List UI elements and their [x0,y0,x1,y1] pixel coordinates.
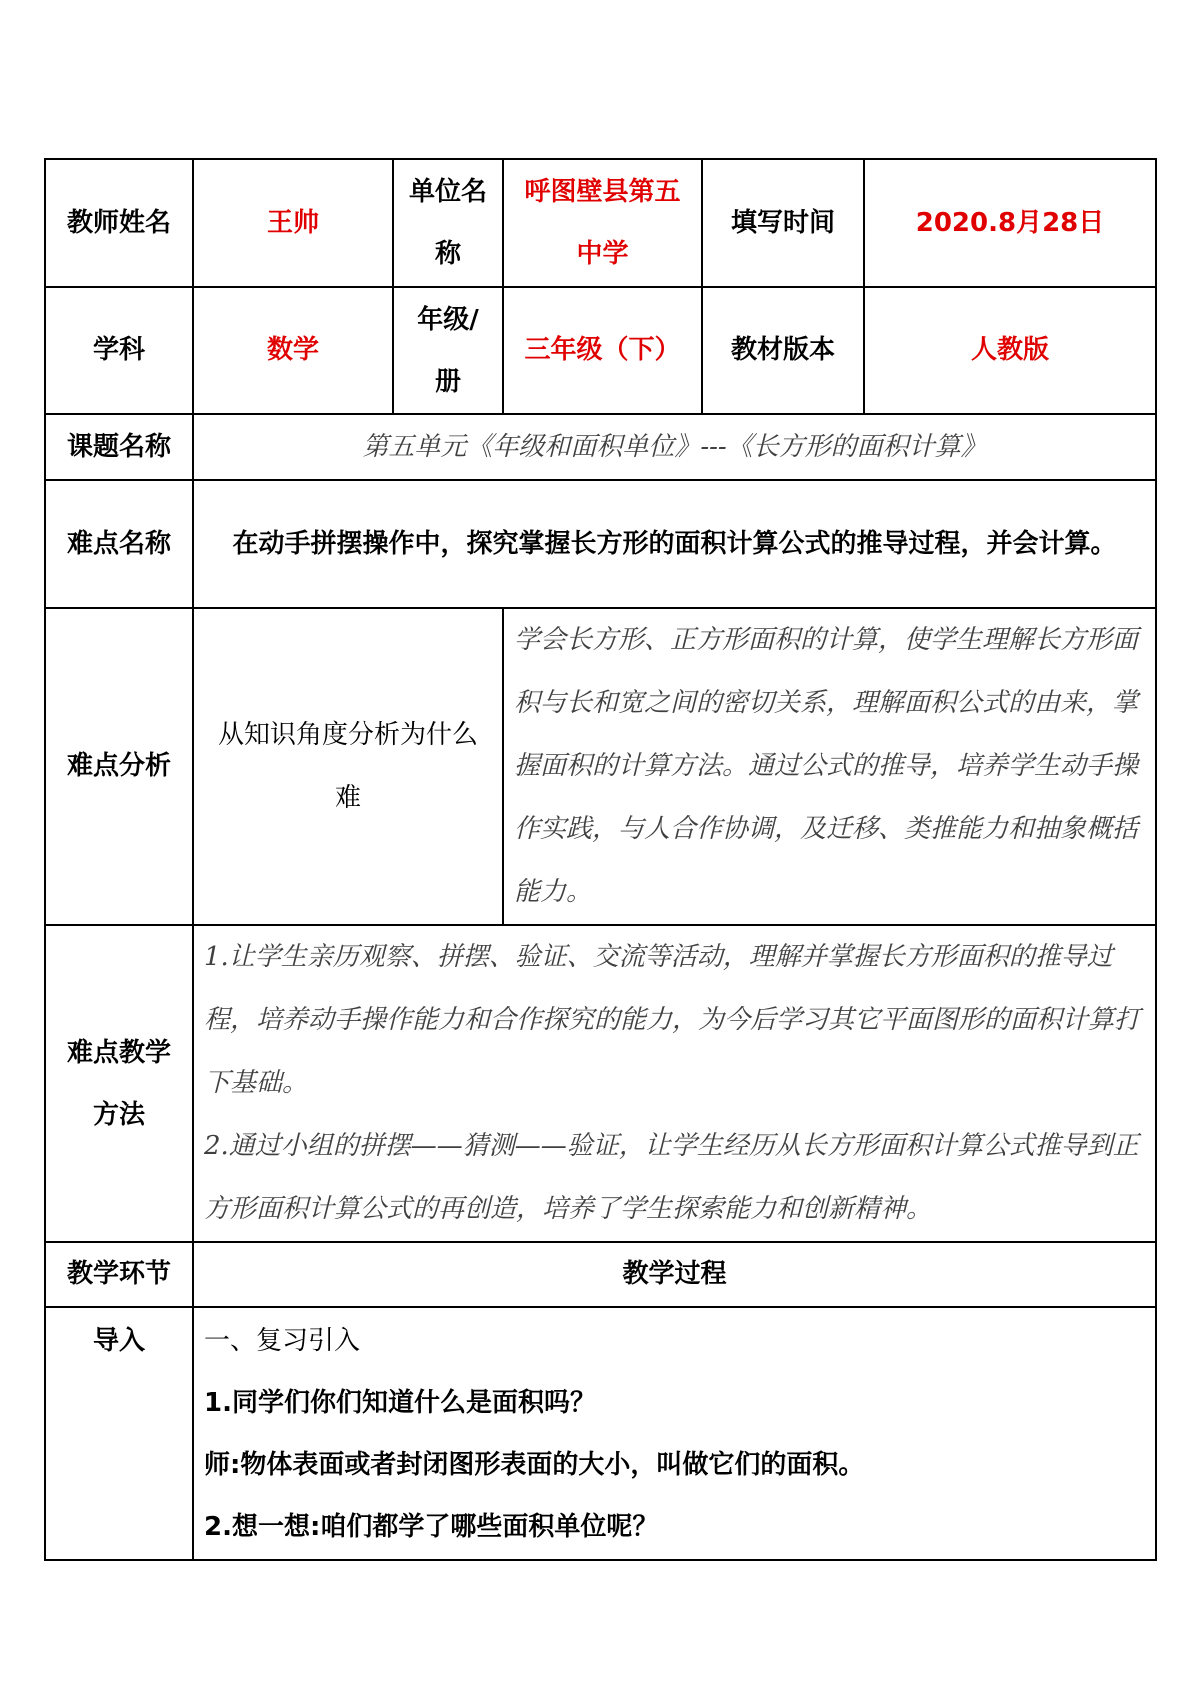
time-value: 2020.8月28日 [864,159,1156,287]
difficulty-row [45,480,1156,608]
process-content [193,1307,1156,1560]
teacher-label: 教师姓名 [45,159,193,287]
unit-value: 呼图壁县第五中学 [503,159,702,287]
edition-value: 人教版 [864,287,1156,414]
edition-label: 教材版本 [702,287,864,414]
method-label-text: 难点教学方法 [66,1037,171,1130]
analysis-label: 难点分析 [45,608,193,925]
analysis-text: 学会长方形、正方形面积的计算，使学生理解长方形面积与长和宽之间的密切关系，理解面积公式的由来，掌握面积的计算方法。通过公式的推导，培养学生动手操作实践，与人合作协调，及迁移、类推能力和抽象概括能力。 [503,608,1156,925]
method-row [45,925,1156,1242]
process-line-3: 师:物体表面或者封闭图形表面的大小，叫做它们的面积。 [204,1450,865,1480]
process-line-2: 1.同学们你们知道什么是面积吗？ [204,1388,596,1418]
unit-label: 单位名称 [393,159,503,287]
subject-value: 数学 [193,287,393,414]
grade-label: 年级/册 [393,287,503,414]
grade-value: 三年级（下） [503,287,702,414]
header-row-2 [45,287,1156,414]
topic-label: 课题名称 [45,414,193,480]
subject-label: 学科 [45,287,193,414]
method-label [45,925,193,1242]
method-text [193,925,1156,1242]
stage-header: 教学环节 [45,1242,193,1307]
method-item-2: 2.通过小组的拼摆——猜测——验证，让学生经历从长方形面积计算公式推导到正方形面积计算公式的再创造，培养了学生探索能力和创新精神。 [204,1131,1139,1224]
teacher-value: 王帅 [193,159,393,287]
process-line-4: 2.想一想:咱们都学了哪些面积单位呢？ [204,1512,659,1542]
topic-value: 第五单元《年级和面积单位》---《长方形的面积计算》 [193,414,1156,480]
stage-intro: 导入 [45,1307,193,1560]
time-label: 填写时间 [702,159,864,287]
method-item-1: 1.让学生亲历观察、拼摆、验证、交流等活动，理解并掌握长方形面积的推导过程，培养动手操作能力和合作探究的能力，为今后学习其它平面图形的面积计算打下基础。 [204,942,1141,1098]
lesson-plan-sheet [44,158,1155,1561]
analysis-row [45,608,1156,925]
process-header-row [45,1242,1156,1307]
process-line-1: 一、复习引入 [204,1326,361,1356]
difficulty-label: 难点名称 [45,480,193,608]
analysis-sublabel: 从知识角度分析为什么难 [193,608,503,925]
topic-row [45,414,1156,480]
lesson-plan-table [44,158,1157,1561]
header-row-1 [45,159,1156,287]
process-row [45,1307,1156,1560]
process-header: 教学过程 [193,1242,1156,1307]
difficulty-value: 在动手拼摆操作中，探究掌握长方形的面积计算公式的推导过程，并会计算。 [193,480,1156,608]
